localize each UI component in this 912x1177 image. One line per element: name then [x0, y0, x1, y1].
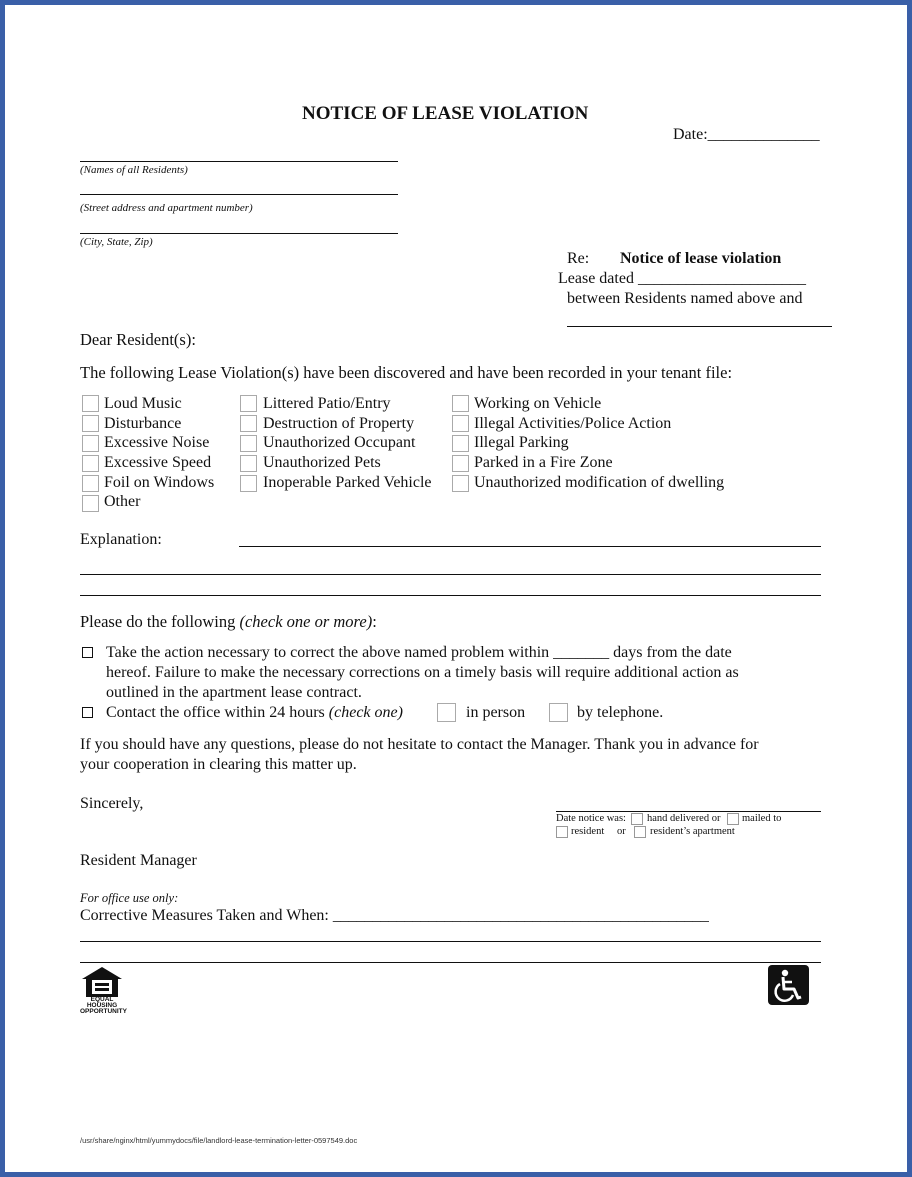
wheelchair-icon — [768, 965, 809, 1005]
checkbox-unauthorized-pets[interactable] — [240, 455, 257, 472]
violation-label: Loud Music — [104, 395, 182, 412]
residents-apartment-checkbox[interactable] — [634, 826, 646, 838]
hand-delivered-checkbox[interactable] — [631, 813, 643, 825]
checkbox-destruction-of-property[interactable] — [240, 415, 257, 432]
resident-manager: Resident Manager — [80, 852, 197, 869]
action1-line-1: Take the action necessary to correct the above named problem within _______ days from the date — [106, 644, 732, 661]
lease-dated: Lease dated _____________________ — [558, 270, 806, 287]
by-telephone-label: by telephone. — [577, 704, 664, 721]
please-do-heading: Please do the following (check one or more): — [80, 612, 377, 631]
violation-label: Inoperable Parked Vehicle — [263, 474, 432, 491]
equal-housing-icon — [80, 965, 128, 999]
checkbox-unauthorized-modification[interactable] — [452, 475, 469, 492]
checkbox-excessive-noise[interactable] — [82, 435, 99, 452]
action2-text: Contact the office within 24 hours (check one) — [106, 704, 403, 721]
sincerely: Sincerely, — [80, 795, 144, 812]
residents-apartment-label: resident’s apartment — [650, 826, 735, 837]
checkbox-disturbance[interactable] — [82, 415, 99, 432]
by-telephone-checkbox[interactable] — [549, 703, 568, 722]
violation-label: Destruction of Property — [263, 415, 415, 432]
street-caption: (Street address and apartment number) — [80, 202, 253, 214]
questions-line-1: If you should have any questions, please do not hesitate to contact the Manager. Thank you in advance for — [80, 736, 759, 753]
names-caption: (Names of all Residents) — [80, 164, 188, 176]
resident-checkbox[interactable] — [556, 826, 568, 838]
action1-line-2: hereof. Failure to make the necessary corrections on a timely basis will require additional action as — [106, 664, 739, 681]
violation-label: Foil on Windows — [104, 474, 215, 491]
checkbox-foil-on-windows[interactable] — [82, 475, 99, 492]
questions-line-2: your cooperation in clearing this matter up. — [80, 756, 357, 773]
or-label: or — [617, 826, 626, 837]
explanation-label: Explanation: — [80, 531, 162, 548]
city-caption: (City, State, Zip) — [80, 236, 153, 248]
in-person-label: in person — [466, 704, 526, 721]
action2-checkbox[interactable] — [82, 707, 93, 718]
between-text: between Residents named above and — [567, 290, 803, 307]
explanation-line-3[interactable] — [80, 595, 821, 596]
footer-path: /usr/share/nginx/html/yummydocs/file/landlord-lease-termination-letter-0597549.doc — [80, 1136, 358, 1145]
document-title: NOTICE OF LEASE VIOLATION — [302, 103, 589, 124]
in-person-checkbox[interactable] — [437, 703, 456, 722]
violation-label: Other — [104, 493, 141, 510]
violation-label: Unauthorized Pets — [263, 454, 381, 471]
between-line — [567, 326, 832, 327]
greeting: Dear Resident(s): — [80, 330, 196, 349]
equal-housing-logo — [80, 965, 128, 1013]
city-line — [80, 233, 398, 234]
mailed-to-checkbox[interactable] — [727, 813, 739, 825]
checkbox-littered-patio[interactable] — [240, 395, 257, 412]
accessibility-logo — [768, 965, 809, 1005]
violation-label: Parked in a Fire Zone — [474, 454, 613, 471]
violation-label: Disturbance — [104, 415, 182, 432]
action1-line-3: outlined in the apartment lease contract. — [106, 684, 362, 701]
action1-checkbox[interactable] — [82, 647, 93, 658]
violation-label: Illegal Parking — [474, 434, 569, 451]
violation-label: Illegal Activities/Police Action — [474, 415, 672, 432]
violation-label: Littered Patio/Entry — [263, 395, 391, 412]
names-line — [80, 161, 398, 162]
date-field: Date:______________ — [673, 126, 820, 143]
re-label: Re: — [567, 250, 590, 267]
checkbox-loud-music[interactable] — [82, 395, 99, 412]
office-line-2[interactable] — [80, 962, 821, 963]
document-page — [5, 5, 907, 1172]
checkbox-other[interactable] — [82, 495, 99, 512]
intro-text: The following Lease Violation(s) have been discovered and have been recorded in your tenant file: — [80, 363, 733, 382]
checkbox-fire-zone[interactable] — [452, 455, 469, 472]
notice-delivery-line — [556, 811, 821, 812]
checkbox-unauthorized-occupant[interactable] — [240, 435, 257, 452]
hand-delivered-label: hand delivered or — [647, 813, 721, 824]
checkbox-illegal-activities[interactable] — [452, 415, 469, 432]
equal-housing-text: EQUAL HOUSING OPPORTUNITY — [80, 996, 127, 1015]
re-subject: Notice of lease violation — [620, 250, 782, 267]
street-line — [80, 194, 398, 195]
checkbox-inoperable-vehicle[interactable] — [240, 475, 257, 492]
corrective-measures: Corrective Measures Taken and When: _______________________________________________ — [80, 907, 709, 924]
checkbox-excessive-speed[interactable] — [82, 455, 99, 472]
violation-label: Excessive Speed — [104, 454, 212, 471]
violation-label: Working on Vehicle — [474, 395, 602, 412]
violation-label: Excessive Noise — [104, 434, 210, 451]
checkbox-working-on-vehicle[interactable] — [452, 395, 469, 412]
office-use-label: For office use only: — [80, 891, 179, 905]
violation-label: Unauthorized modification of dwelling — [474, 474, 725, 491]
violation-label: Unauthorized Occupant — [263, 434, 416, 451]
checkbox-illegal-parking[interactable] — [452, 435, 469, 452]
explanation-line-1[interactable] — [239, 546, 821, 547]
resident-label: resident — [571, 826, 605, 837]
mailed-to-label: mailed to — [742, 813, 782, 824]
office-line-1[interactable] — [80, 941, 821, 942]
notice-label: Date notice was: — [556, 813, 626, 824]
explanation-line-2[interactable] — [80, 574, 821, 575]
